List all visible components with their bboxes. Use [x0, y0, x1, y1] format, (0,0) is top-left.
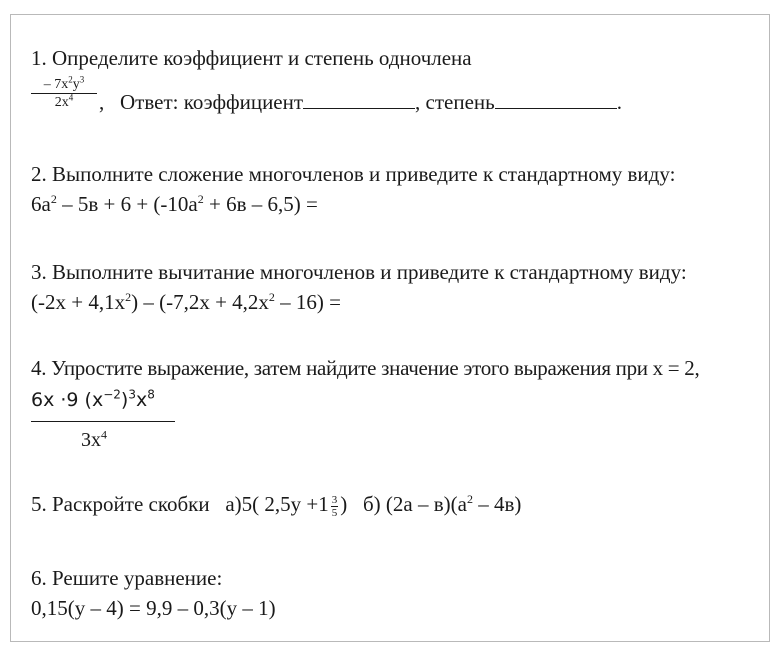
monomial-fraction	[31, 74, 97, 111]
fraction-numerator	[31, 387, 155, 413]
exp: 2	[197, 192, 204, 206]
mixed-den: 5	[331, 506, 338, 519]
num-exp-y: 3	[79, 74, 85, 85]
exp: 2	[50, 192, 57, 206]
num-exp-1: −2	[103, 387, 121, 402]
task-2-expression	[31, 191, 318, 217]
den-base: 2x	[54, 95, 69, 110]
fraction-bar	[31, 421, 175, 422]
task-6-equation: 0,15(y – 4) = 9,9 – 0,3(y – 1)	[31, 596, 276, 620]
part-b-exp: 2	[466, 492, 473, 506]
num-part-b: )	[120, 389, 129, 411]
task-1-answer-line	[99, 89, 622, 115]
comma: ,	[99, 90, 105, 114]
task-3-expression	[31, 289, 341, 315]
period: .	[616, 90, 622, 114]
monomial-numerator	[31, 74, 97, 94]
task-1-prompt: 1. Определите коэффициент и степень одночлена	[31, 46, 472, 70]
den-exp: 4	[101, 427, 107, 442]
fraction-denominator	[81, 427, 107, 453]
num-exp-2: 3	[128, 387, 136, 402]
expr-term-3: – 16) =	[274, 290, 342, 314]
num-part-a: 6x ·9 (x	[31, 389, 104, 411]
exp: 2	[268, 290, 275, 304]
answer-label: Ответ: коэффициент	[120, 90, 304, 114]
mixed-num: 3	[331, 493, 338, 506]
task-2	[31, 161, 751, 221]
num-part-c: x	[135, 389, 148, 411]
task-5-prompt: 5. Раскройте скобки	[31, 492, 210, 516]
task-4-prompt: 4. Упростите выражение, затем найдите значение этого выражения при x = 2,	[31, 356, 700, 380]
worksheet	[10, 14, 770, 642]
degree-blank[interactable]	[495, 90, 617, 109]
part-a-prefix: a)5( 2,5y +1	[225, 492, 329, 516]
task-5-line	[31, 491, 521, 519]
num-coef: – 7x	[43, 77, 69, 92]
task-3	[31, 259, 751, 319]
exp: 2	[125, 290, 132, 304]
task-4	[31, 355, 761, 455]
expr-term-2: – 5в + 6 + (-10a	[56, 192, 198, 216]
mixed-fraction	[331, 494, 339, 519]
coefficient-blank[interactable]	[303, 90, 415, 109]
expr-term-3: + 6в – 6,5) =	[203, 192, 318, 216]
expr-term-1: (-2x + 4,1x	[31, 290, 126, 314]
task-1	[31, 45, 751, 135]
part-b-a: б) (2a – в)(a	[363, 492, 467, 516]
expr-term-2: ) – (-7,2x + 4,2x	[131, 290, 269, 314]
part-b-b: – 4в)	[472, 492, 522, 516]
monomial-denominator	[31, 94, 97, 111]
num-exp-x: 2	[68, 74, 73, 85]
task-6-prompt: 6. Решите уравнение:	[31, 566, 223, 590]
part-a-suffix: )	[340, 492, 348, 516]
num-y: y	[72, 77, 80, 92]
expr-term-1: 6a	[31, 192, 51, 216]
task-6	[31, 565, 751, 625]
den-base: 3x	[81, 429, 101, 451]
den-exp: 4	[68, 92, 74, 103]
task-5	[31, 491, 751, 531]
task-2-prompt: 2. Выполните сложение многочленов и приведите к стандартному виду:	[31, 162, 676, 186]
task-3-prompt: 3. Выполните вычитание многочленов и приведите к стандартному виду:	[31, 260, 687, 284]
num-exp-3: 8	[147, 387, 155, 402]
expression-fraction	[31, 387, 181, 453]
degree-label: , степень	[415, 90, 495, 114]
